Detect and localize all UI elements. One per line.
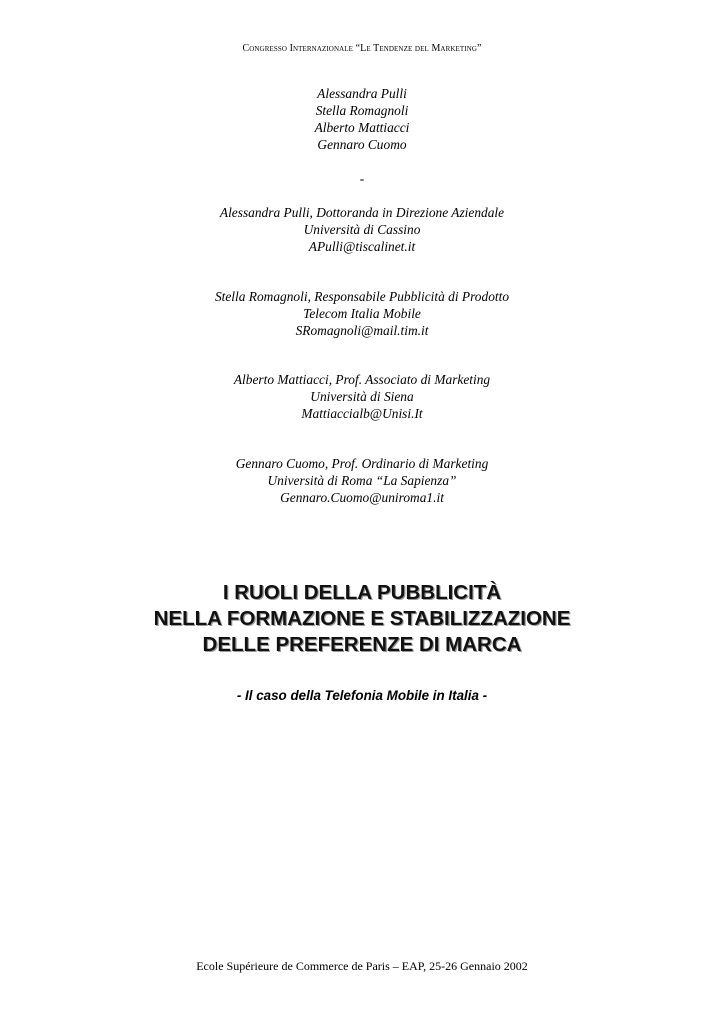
affiliation-institution: Università di Cassino: [303, 222, 421, 237]
affiliation-institution: Università di Roma “La Sapienza”: [267, 473, 457, 488]
author-name: Alberto Mattiacci: [314, 120, 410, 135]
author-name: Gennaro Cuomo: [317, 137, 407, 152]
paper-title: [0, 580, 724, 658]
paper-title-line: DELLE PREFERENZE DI MARCA: [202, 633, 522, 656]
paper-title-line: I RUOLI DELLA PUBBLICITÀ: [222, 581, 502, 604]
affiliation-email: APulli@tiscalinet.it: [308, 239, 416, 254]
author-name: Stella Romagnoli: [315, 103, 409, 118]
affiliation-email: SRomagnoli@mail.tim.it: [295, 323, 429, 338]
page-footer: Ecole Supérieure de Commerce de Paris – EAP, 25-26 Gennaio 2002: [196, 959, 528, 973]
running-header: Congresso Internazionale “Le Tendenze del Marketing”: [242, 43, 482, 54]
affiliation-name-role: Alberto Mattiacci, Prof. Associato di Marketing: [233, 372, 491, 387]
affiliation-email: Gennaro.Cuomo@uniroma1.it: [280, 490, 444, 505]
affiliation-block-mattiacci: [0, 371, 724, 422]
affiliation-name-role: Stella Romagnoli, Responsabile Pubblicità di Prodotto: [214, 289, 510, 304]
paper-title-line: NELLA FORMAZIONE E STABILIZZAZIONE: [153, 607, 571, 630]
paper-subtitle: - Il caso della Telefonia Mobile in Italia -: [236, 688, 488, 703]
separator-dash: -: [359, 171, 365, 186]
author-name: Alessandra Pulli: [317, 86, 407, 101]
affiliation-name-role: Alessandra Pulli, Dottoranda in Direzione Aziendale: [219, 205, 505, 220]
author-list: [0, 85, 724, 153]
affiliation-block-romagnoli: [0, 288, 724, 339]
affiliation-block-pulli: [0, 204, 724, 255]
affiliation-email: Mattiaccialb@Unisi.It: [301, 406, 423, 421]
affiliation-block-cuomo: [0, 455, 724, 506]
affiliation-institution: Università di Siena: [310, 389, 414, 404]
affiliation-name-role: Gennaro Cuomo, Prof. Ordinario di Marketing: [235, 456, 489, 471]
affiliation-institution: Telecom Italia Mobile: [303, 306, 421, 321]
